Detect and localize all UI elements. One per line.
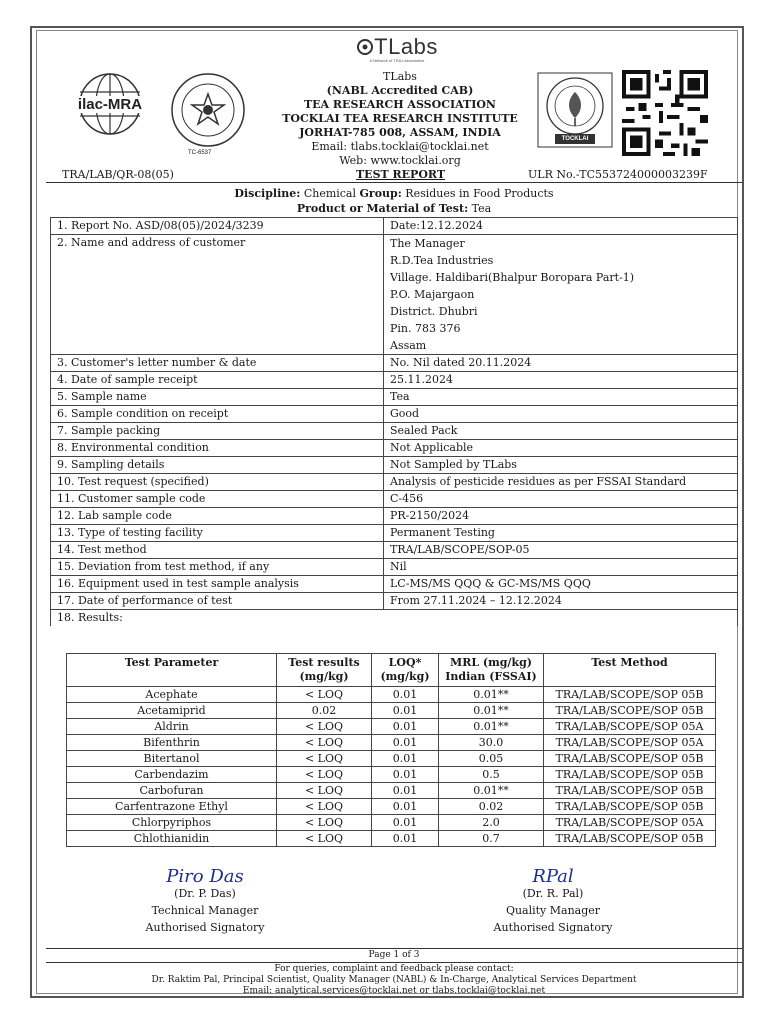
- result-loq: 0.01: [372, 687, 439, 703]
- info-field-value: LC-MS/MS QQQ & GC-MS/MS QQQ: [384, 576, 738, 593]
- info-field-label: 14. Test method: [51, 542, 384, 559]
- info-field-label: 6. Sample condition on receipt: [51, 406, 384, 423]
- info-row: [51, 474, 738, 491]
- customer-address-line: P.O. Majargaon: [390, 288, 475, 301]
- result-value: < LOQ: [277, 751, 372, 767]
- result-mrl: 0.01**: [439, 703, 544, 719]
- signature-right: RPal: [532, 866, 574, 887]
- result-mrl: 30.0: [439, 735, 544, 751]
- result-loq: 0.01: [372, 735, 439, 751]
- signatory-right-auth: Authorised Signatory: [493, 921, 613, 934]
- result-parameter: Bifenthrin: [67, 735, 277, 751]
- col-test-results-unit: (mg/kg): [299, 670, 349, 683]
- product-value: Tea: [471, 202, 492, 215]
- header-address: JORHAT-785 008, ASSAM, INDIA: [299, 126, 501, 139]
- result-mrl: 0.05: [439, 751, 544, 767]
- results-label: 18. Results:: [51, 610, 738, 627]
- result-loq: 0.01: [372, 831, 439, 847]
- info-row: [51, 355, 738, 372]
- table-row: [67, 751, 716, 767]
- result-mrl: 0.5: [439, 767, 544, 783]
- doc-code: TRA/LAB/QR-08(05): [62, 168, 174, 181]
- info-row: [51, 389, 738, 406]
- group-label: Group:: [359, 187, 402, 200]
- col-mrl: [439, 654, 544, 687]
- result-parameter: Carfentrazone Ethyl: [67, 799, 277, 815]
- info-field-label: 5. Sample name: [51, 389, 384, 406]
- result-loq: 0.01: [372, 767, 439, 783]
- col-mrl-label: MRL (mg/kg): [450, 656, 532, 669]
- info-row: [51, 423, 738, 440]
- info-row: [51, 559, 738, 576]
- result-method: TRA/LAB/SCOPE/SOP 05B: [544, 703, 716, 719]
- result-loq: 0.01: [372, 799, 439, 815]
- ilac-mra-text: ilac-MRA: [64, 96, 156, 113]
- result-method: TRA/LAB/SCOPE/SOP 05B: [544, 767, 716, 783]
- footer-contact: Dr. Raktim Pal, Principal Scientist, Quality Manager (NABL) & In-Charge, Analytical Services Department: [151, 975, 637, 985]
- result-value: < LOQ: [277, 767, 372, 783]
- customer-address-line: Assam: [390, 339, 427, 352]
- customer-address-line: R.D.Tea Industries: [390, 254, 494, 267]
- result-method: TRA/LAB/SCOPE/SOP 05A: [544, 719, 716, 735]
- header-org: TLabs: [383, 70, 417, 83]
- header-accreditation: (NABL Accredited CAB): [326, 84, 474, 97]
- info-field-value: Nil: [384, 559, 738, 576]
- signatory-left-auth: Authorised Signatory: [145, 921, 265, 934]
- col-test-parameter-label: Test Parameter: [124, 656, 219, 669]
- customer-label: 2. Name and address of customer: [51, 235, 384, 355]
- result-value: < LOQ: [277, 719, 372, 735]
- report-date: Date:12.12.2024: [384, 218, 738, 235]
- col-test-results-label: Test results: [288, 656, 360, 669]
- info-row: [51, 576, 738, 593]
- result-mrl: 0.02: [439, 799, 544, 815]
- info-field-value: 25.11.2024: [384, 372, 738, 389]
- header-association: TEA RESEARCH ASSOCIATION: [303, 98, 496, 111]
- info-field-label: 13. Type of testing facility: [51, 525, 384, 542]
- report-info-table: [50, 217, 738, 626]
- report-number: 1. Report No. ASD/08(05)/2024/3239: [51, 218, 384, 235]
- nabl-seal-caption: TC-6537: [188, 150, 212, 156]
- signatory-left-name: (Dr. P. Das): [174, 887, 236, 900]
- table-row: [67, 815, 716, 831]
- page-number: Page 1 of 3: [368, 950, 420, 960]
- info-field-value: No. Nil dated 20.11.2024: [384, 355, 738, 372]
- info-row: [51, 440, 738, 457]
- result-parameter: Chlothianidin: [67, 831, 277, 847]
- result-method: TRA/LAB/SCOPE/SOP 05B: [544, 831, 716, 847]
- result-parameter: Chlorpyriphos: [67, 815, 277, 831]
- discipline-line: [46, 187, 742, 201]
- product-line: [46, 202, 742, 216]
- signature-left: Piro Das: [166, 866, 244, 887]
- ulr-number: ULR No.-TC553724000003239F: [528, 168, 708, 181]
- nabl-seal-icon: [170, 72, 246, 148]
- info-field-label: 8. Environmental condition: [51, 440, 384, 457]
- footer-divider: [46, 948, 742, 949]
- table-row: [67, 831, 716, 847]
- info-row: [51, 457, 738, 474]
- result-loq: 0.01: [372, 719, 439, 735]
- ilac-mra-logo: [64, 72, 156, 136]
- table-row: [67, 719, 716, 735]
- qr-code-icon: [622, 70, 708, 156]
- tocklai-seal-caption: TOCKLAI: [561, 136, 589, 142]
- group-value: Residues in Food Products: [405, 187, 554, 200]
- result-loq: 0.01: [372, 815, 439, 831]
- result-value: < LOQ: [277, 831, 372, 847]
- signature-block-left: [130, 868, 280, 936]
- info-field-value: Sealed Pack: [384, 423, 738, 440]
- footer-email: Email: analytical.services@tocklai.net or tlabs.tocklai@tocklai.net: [242, 986, 546, 996]
- info-field-value: Not Applicable: [384, 440, 738, 457]
- info-field-value: Not Sampled by TLabs: [384, 457, 738, 474]
- info-row: [51, 508, 738, 525]
- info-field-value: C-456: [384, 491, 738, 508]
- signatory-left-role: Technical Manager: [151, 904, 259, 917]
- report-title: TEST REPORT: [356, 168, 446, 181]
- table-row: [67, 735, 716, 751]
- info-field-value: PR-2150/2024: [384, 508, 738, 525]
- footer: [46, 950, 742, 997]
- info-row-report: [51, 218, 738, 235]
- customer-address-line: Pin. 783 376: [390, 322, 461, 335]
- tlabs-logo-text: TLabs: [374, 34, 438, 59]
- col-loq-unit: (mg/kg): [380, 670, 430, 683]
- info-row: [51, 372, 738, 389]
- results-header-row: [67, 654, 716, 687]
- result-method: TRA/LAB/SCOPE/SOP 05A: [544, 815, 716, 831]
- signatory-right-name: (Dr. R. Pal): [522, 887, 584, 900]
- info-row: [51, 593, 738, 610]
- info-row: [51, 525, 738, 542]
- result-value: < LOQ: [277, 783, 372, 799]
- customer-address-line: Village. Haldibari(Bhalpur Boropara Part-1): [390, 271, 635, 284]
- table-row: [67, 703, 716, 719]
- discipline-value: Chemical: [303, 187, 357, 200]
- info-field-label: 11. Customer sample code: [51, 491, 384, 508]
- result-mrl: 0.01**: [439, 719, 544, 735]
- result-value: < LOQ: [277, 799, 372, 815]
- header-divider: [46, 182, 742, 183]
- customer-address-line: District. Dhubri: [390, 305, 478, 318]
- info-row-customer: [51, 235, 738, 355]
- customer-address: [384, 235, 738, 355]
- customer-address-line: The Manager: [390, 237, 465, 250]
- info-field-label: 7. Sample packing: [51, 423, 384, 440]
- info-field-value: Good: [384, 406, 738, 423]
- info-field-label: 12. Lab sample code: [51, 508, 384, 525]
- result-loq: 0.01: [372, 783, 439, 799]
- result-method: TRA/LAB/SCOPE/SOP 05B: [544, 783, 716, 799]
- result-mrl: 2.0: [439, 815, 544, 831]
- result-parameter: Aldrin: [67, 719, 277, 735]
- table-row: [67, 767, 716, 783]
- info-field-label: 9. Sampling details: [51, 457, 384, 474]
- info-field-value: From 27.11.2024 – 12.12.2024: [384, 593, 738, 610]
- info-field-label: 10. Test request (specified): [51, 474, 384, 491]
- result-value: < LOQ: [277, 687, 372, 703]
- result-value: 0.02: [277, 703, 372, 719]
- info-field-label: 17. Date of performance of test: [51, 593, 384, 610]
- footer-queries: For queries, complaint and feedback please contact:: [274, 964, 514, 974]
- table-row: [67, 799, 716, 815]
- info-row: [51, 491, 738, 508]
- header-institute: TOCKLAI TEA RESEARCH INSTITUTE: [282, 112, 518, 125]
- table-row: [67, 687, 716, 703]
- table-row: [67, 783, 716, 799]
- header-email: Email: tlabs.tocklai@tocklai.net: [311, 140, 489, 153]
- tlabs-logo-tagline: A Network of TRA Laboratories: [369, 58, 425, 63]
- result-parameter: Acephate: [67, 687, 277, 703]
- product-label: Product or Material of Test:: [296, 202, 469, 215]
- page-number-divider: [46, 962, 742, 963]
- info-row: [51, 406, 738, 423]
- info-rows: [51, 355, 738, 610]
- result-method: TRA/LAB/SCOPE/SOP 05B: [544, 751, 716, 767]
- info-row-results: [51, 610, 738, 627]
- result-method: TRA/LAB/SCOPE/SOP 05A: [544, 735, 716, 751]
- col-loq: [372, 654, 439, 687]
- info-row: [51, 542, 738, 559]
- result-parameter: Carbendazim: [67, 767, 277, 783]
- info-field-value: TRA/LAB/SCOPE/SOP-05: [384, 542, 738, 559]
- tlabs-logo-icon: [356, 38, 374, 56]
- results-rows: [67, 687, 716, 847]
- discipline-label: Discipline:: [234, 187, 301, 200]
- result-loq: 0.01: [372, 751, 439, 767]
- signatory-right-role: Quality Manager: [505, 904, 601, 917]
- info-field-value: Analysis of pesticide residues as per FSSAI Standard: [384, 474, 738, 491]
- col-loq-label: LOQ*: [388, 656, 422, 669]
- info-field-value: Permanent Testing: [384, 525, 738, 542]
- result-method: TRA/LAB/SCOPE/SOP 05B: [544, 687, 716, 703]
- info-field-label: 15. Deviation from test method, if any: [51, 559, 384, 576]
- tlabs-logo: [342, 34, 452, 66]
- header-web: Web: www.tocklai.org: [339, 154, 461, 167]
- info-field-label: 3. Customer's letter number & date: [51, 355, 384, 372]
- info-field-value: Tea: [384, 389, 738, 406]
- header-block: [230, 70, 570, 168]
- result-loq: 0.01: [372, 703, 439, 719]
- col-mrl-sub: Indian (FSSAI): [445, 670, 537, 683]
- results-table: [66, 653, 716, 847]
- info-field-label: 16. Equipment used in test sample analysis: [51, 576, 384, 593]
- info-field-label: 4. Date of sample receipt: [51, 372, 384, 389]
- signature-block-right: [478, 868, 628, 936]
- result-method: TRA/LAB/SCOPE/SOP 05B: [544, 799, 716, 815]
- col-test-method-label: Test Method: [591, 656, 668, 669]
- result-value: < LOQ: [277, 815, 372, 831]
- result-parameter: Bitertanol: [67, 751, 277, 767]
- col-test-parameter: [67, 654, 277, 687]
- col-test-results: [277, 654, 372, 687]
- col-test-method: [544, 654, 716, 687]
- result-mrl: 0.7: [439, 831, 544, 847]
- result-mrl: 0.01**: [439, 687, 544, 703]
- result-parameter: Carbofuran: [67, 783, 277, 799]
- result-value: < LOQ: [277, 735, 372, 751]
- result-mrl: 0.01**: [439, 783, 544, 799]
- result-parameter: Acetamiprid: [67, 703, 277, 719]
